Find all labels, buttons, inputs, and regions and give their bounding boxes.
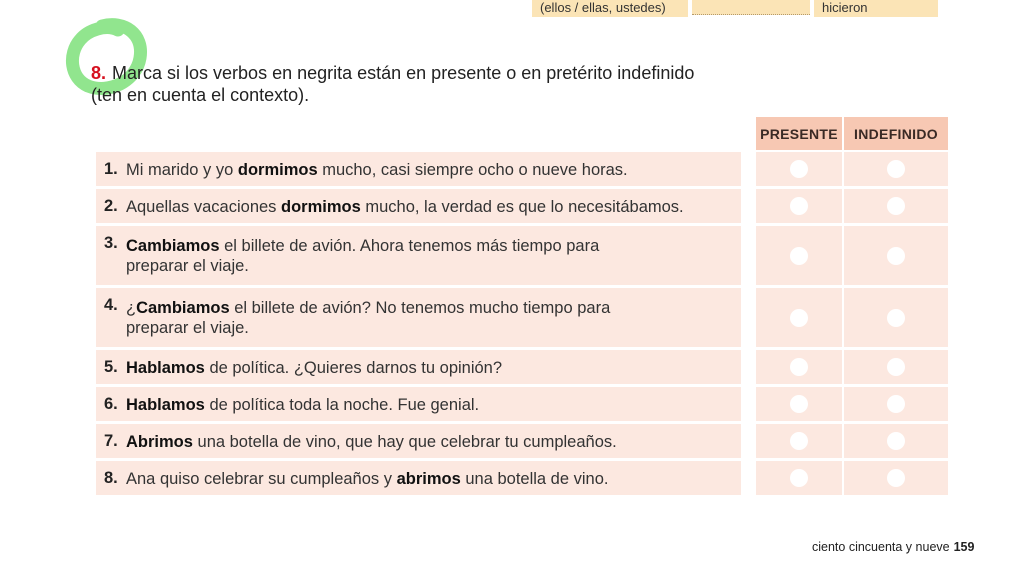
radio-presente[interactable] <box>790 432 808 450</box>
sentence-text: Mi marido y yo dormimos mucho, casi siempre ocho o nueve horas. <box>126 160 628 179</box>
presente-cell <box>756 152 842 186</box>
bold-verb: Abrimos <box>126 432 193 451</box>
radio-indefinido[interactable] <box>887 395 905 413</box>
presente-cell <box>756 424 842 458</box>
top-person-label: (ellos / ellas, ustedes) <box>532 0 688 17</box>
table-row <box>96 288 949 347</box>
radio-presente[interactable] <box>790 160 808 178</box>
table-row <box>96 387 949 421</box>
item-number: 8. <box>104 469 118 487</box>
indefinido-cell <box>844 350 948 384</box>
sentence-cell <box>96 424 741 458</box>
instruction-line-2: (ten en cuenta el contexto). <box>91 85 310 105</box>
sentence-cell <box>96 189 741 223</box>
bold-verb: Hablamos <box>126 395 205 414</box>
header-indefinido: INDEFINIDO <box>844 117 948 150</box>
item-number: 6. <box>104 395 118 413</box>
indefinido-cell <box>844 461 948 495</box>
sentence-text: ¿Cambiamos el billete de avión? No tenemos mucho tiempo para preparar el viaje. <box>126 299 611 337</box>
page-number-words: ciento cincuenta y nueve <box>812 540 950 554</box>
indefinido-cell <box>844 226 948 285</box>
item-number: 2. <box>104 197 118 215</box>
instruction-line-1: Marca si los verbos en negrita están en presente o en pretérito indefinido <box>112 63 695 83</box>
presente-cell <box>756 288 842 347</box>
presente-cell <box>756 461 842 495</box>
sentence-text: Hablamos de política toda la noche. Fue genial. <box>126 395 480 414</box>
radio-presente[interactable] <box>790 395 808 413</box>
indefinido-cell <box>844 152 948 186</box>
radio-indefinido[interactable] <box>887 197 905 215</box>
radio-indefinido[interactable] <box>887 247 905 265</box>
sentence-cell <box>96 288 741 347</box>
radio-presente[interactable] <box>790 197 808 215</box>
sentence-cell <box>96 387 741 421</box>
sentence-text: Hablamos de política. ¿Quieres darnos tu opinión? <box>126 358 503 377</box>
radio-presente[interactable] <box>790 469 808 487</box>
radio-indefinido[interactable] <box>887 358 905 376</box>
exercise-table <box>96 152 949 498</box>
radio-indefinido[interactable] <box>887 160 905 178</box>
exercise-number: 8. <box>91 63 107 83</box>
presente-cell <box>756 350 842 384</box>
radio-indefinido[interactable] <box>887 432 905 450</box>
item-number: 7. <box>104 432 118 450</box>
table-row <box>96 152 949 186</box>
presente-cell <box>756 226 842 285</box>
bold-verb: Cambiamos <box>136 299 230 317</box>
presente-cell <box>756 387 842 421</box>
exercise-instruction <box>91 62 851 106</box>
item-number: 5. <box>104 358 118 376</box>
indefinido-cell <box>844 288 948 347</box>
bold-verb: Cambiamos <box>126 237 220 255</box>
table-row <box>96 461 949 495</box>
table-row <box>96 226 949 285</box>
item-number: 4. <box>104 296 118 314</box>
top-verb-form: hicieron <box>814 0 938 17</box>
sentence-cell <box>96 226 741 285</box>
bold-verb: abrimos <box>396 469 461 488</box>
top-blank-field[interactable] <box>692 0 810 15</box>
column-headers <box>756 117 948 150</box>
radio-indefinido[interactable] <box>887 469 905 487</box>
sentence-cell <box>96 350 741 384</box>
page-number: 159 <box>953 540 975 554</box>
sentence-text: Cambiamos el billete de avión. Ahora tenemos más tiempo para preparar el viaje. <box>126 237 600 275</box>
radio-presente[interactable] <box>790 358 808 376</box>
sentence-text: Abrimos una botella de vino, que hay que celebrar tu cumpleaños. <box>126 432 617 451</box>
indefinido-cell <box>844 189 948 223</box>
presente-cell <box>756 189 842 223</box>
sentence-text: Ana quiso celebrar su cumpleaños y abrimos una botella de vino. <box>126 469 609 488</box>
radio-presente[interactable] <box>790 309 808 327</box>
bold-verb: dormimos <box>281 197 361 216</box>
radio-presente[interactable] <box>790 247 808 265</box>
table-row <box>96 424 949 458</box>
sentence-cell <box>96 461 741 495</box>
item-number: 3. <box>104 234 118 252</box>
item-number: 1. <box>104 160 118 178</box>
top-answer-strip <box>532 0 938 17</box>
table-row <box>96 189 949 223</box>
header-presente: PRESENTE <box>756 117 842 150</box>
radio-indefinido[interactable] <box>887 309 905 327</box>
indefinido-cell <box>844 424 948 458</box>
page-footer <box>812 540 974 554</box>
indefinido-cell <box>844 387 948 421</box>
table-row <box>96 350 949 384</box>
bold-verb: Hablamos <box>126 358 205 377</box>
bold-verb: dormimos <box>237 160 318 179</box>
sentence-text: Aquellas vacaciones dormimos mucho, la verdad es que lo necesitábamos. <box>126 197 684 216</box>
sentence-cell <box>96 152 741 186</box>
